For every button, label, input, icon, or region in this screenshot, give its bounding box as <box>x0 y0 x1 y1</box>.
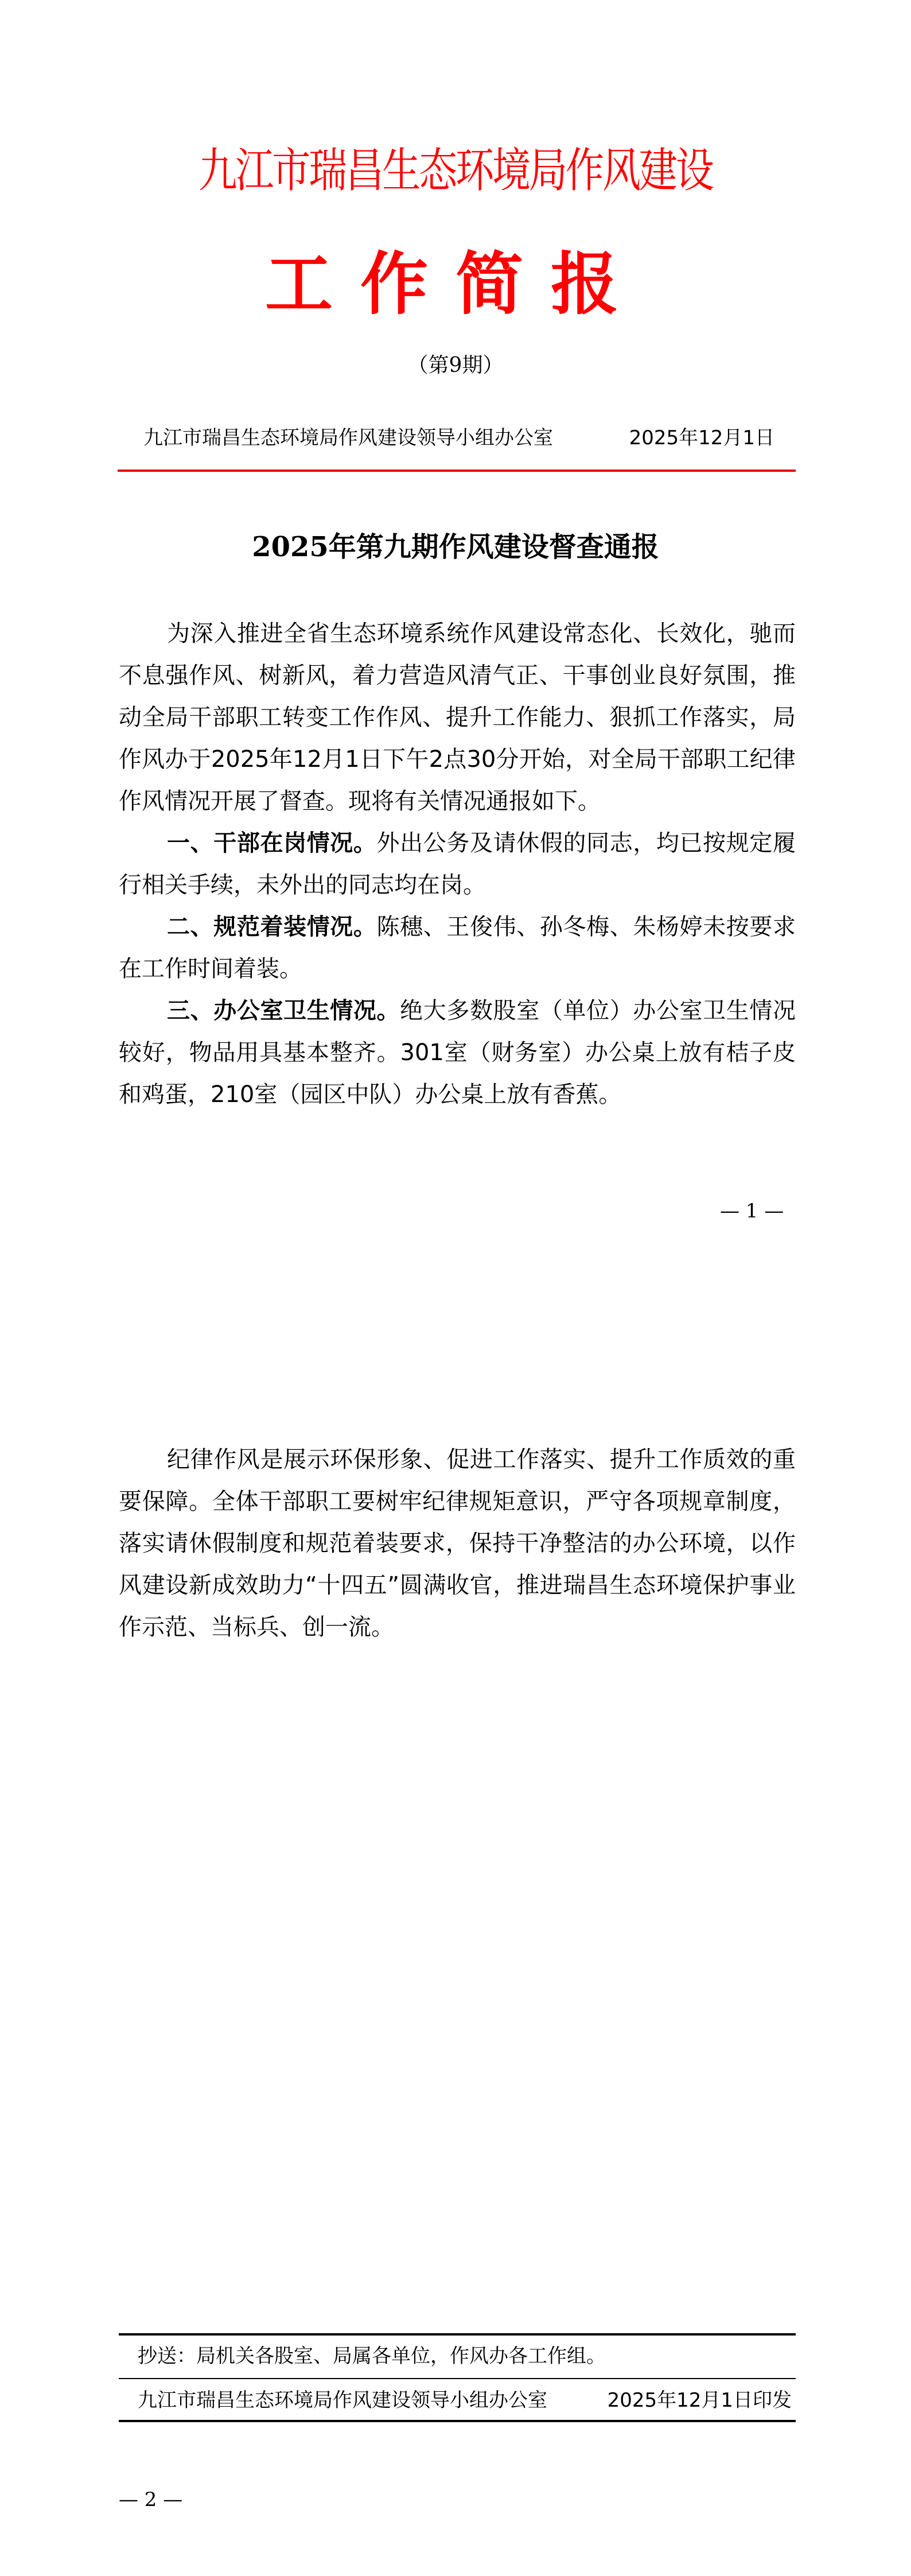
red-divider <box>118 470 796 472</box>
issuer-name: 九江市瑞昌生态环境局作风建设领导小组办公室 <box>143 426 553 449</box>
intro-paragraph: 为深入推进全省生态环境系统作风建设常态化、长效化，驰而不息强作风、树新风，着力营造风清气正、干事创业良好氛围，推动全局干部职工转变工作作风、提升工作能力、狠抓工作落实，局作风办于2025年12月1日下午2点30分开始，对全局干部职工纪律作风情况开展了督查。现将有关情况通报如下。 <box>119 620 796 814</box>
section-text: 陈穗、王俊伟、孙冬梅、朱杨婷未按要求在工作时间着装。 <box>119 914 796 982</box>
footer-print-date: 2025年12月1日印发 <box>607 2389 792 2412</box>
footer-issuer-line <box>138 2386 792 2415</box>
article-title: 2025年第九期作风建设督查通报 <box>252 531 659 563</box>
footer-middle-rule <box>119 2378 796 2379</box>
cc-line: 抄送：局机关各股室、局属各单位，作风办各工作组。 <box>138 2345 606 2368</box>
closing-body <box>119 1439 796 1648</box>
footer-bottom-rule <box>119 2420 796 2422</box>
org-title: 九江市瑞昌生态环境局作风建设 <box>198 143 713 198</box>
footer-issuer: 九江市瑞昌生态环境局作风建设领导小组办公室 <box>138 2389 547 2412</box>
page-number: — 1 — <box>720 1200 784 1223</box>
page-number: — 2 — <box>119 2488 183 2511</box>
section-heading: 三、办公室卫生情况。 <box>167 998 400 1024</box>
section-paragraph <box>119 990 796 1116</box>
closing-paragraph: 纪律作风是展示环保形象、促进工作落实、提升工作质效的重要保障。全体干部职工要树牢纪律规矩意识，严守各项规章制度，落实请休假制度和规范着装要求，保持干净整洁的办公环境，以作风建设新成效助力“十四五”圆满收官，推进瑞昌生态环境保护事业作示范、当标兵、创一流。 <box>119 1446 796 1640</box>
section-paragraph <box>119 906 796 990</box>
brief-title: 工作简报 <box>264 244 646 324</box>
section-text: 外出公务及请休假的同志，均已按规定履行相关手续，未外出的同志均在岗。 <box>119 830 796 898</box>
section-heading: 二、规范着装情况。 <box>167 914 377 940</box>
section-paragraph <box>119 823 796 906</box>
section-heading: 一、干部在岗情况。 <box>167 830 377 856</box>
issue-number: （第9期） <box>407 354 504 377</box>
header-meta <box>143 424 774 452</box>
footer-top-rule <box>119 2333 796 2336</box>
section-text: 绝大多数股室（单位）办公室卫生情况较好，物品用具基本整齐。301室（财务室）办公桌上放有桔子皮和鸡蛋，210室（园区中队）办公桌上放有香蕉。 <box>119 998 796 1108</box>
article-body <box>119 613 796 1116</box>
issue-date: 2025年12月1日 <box>629 426 774 449</box>
